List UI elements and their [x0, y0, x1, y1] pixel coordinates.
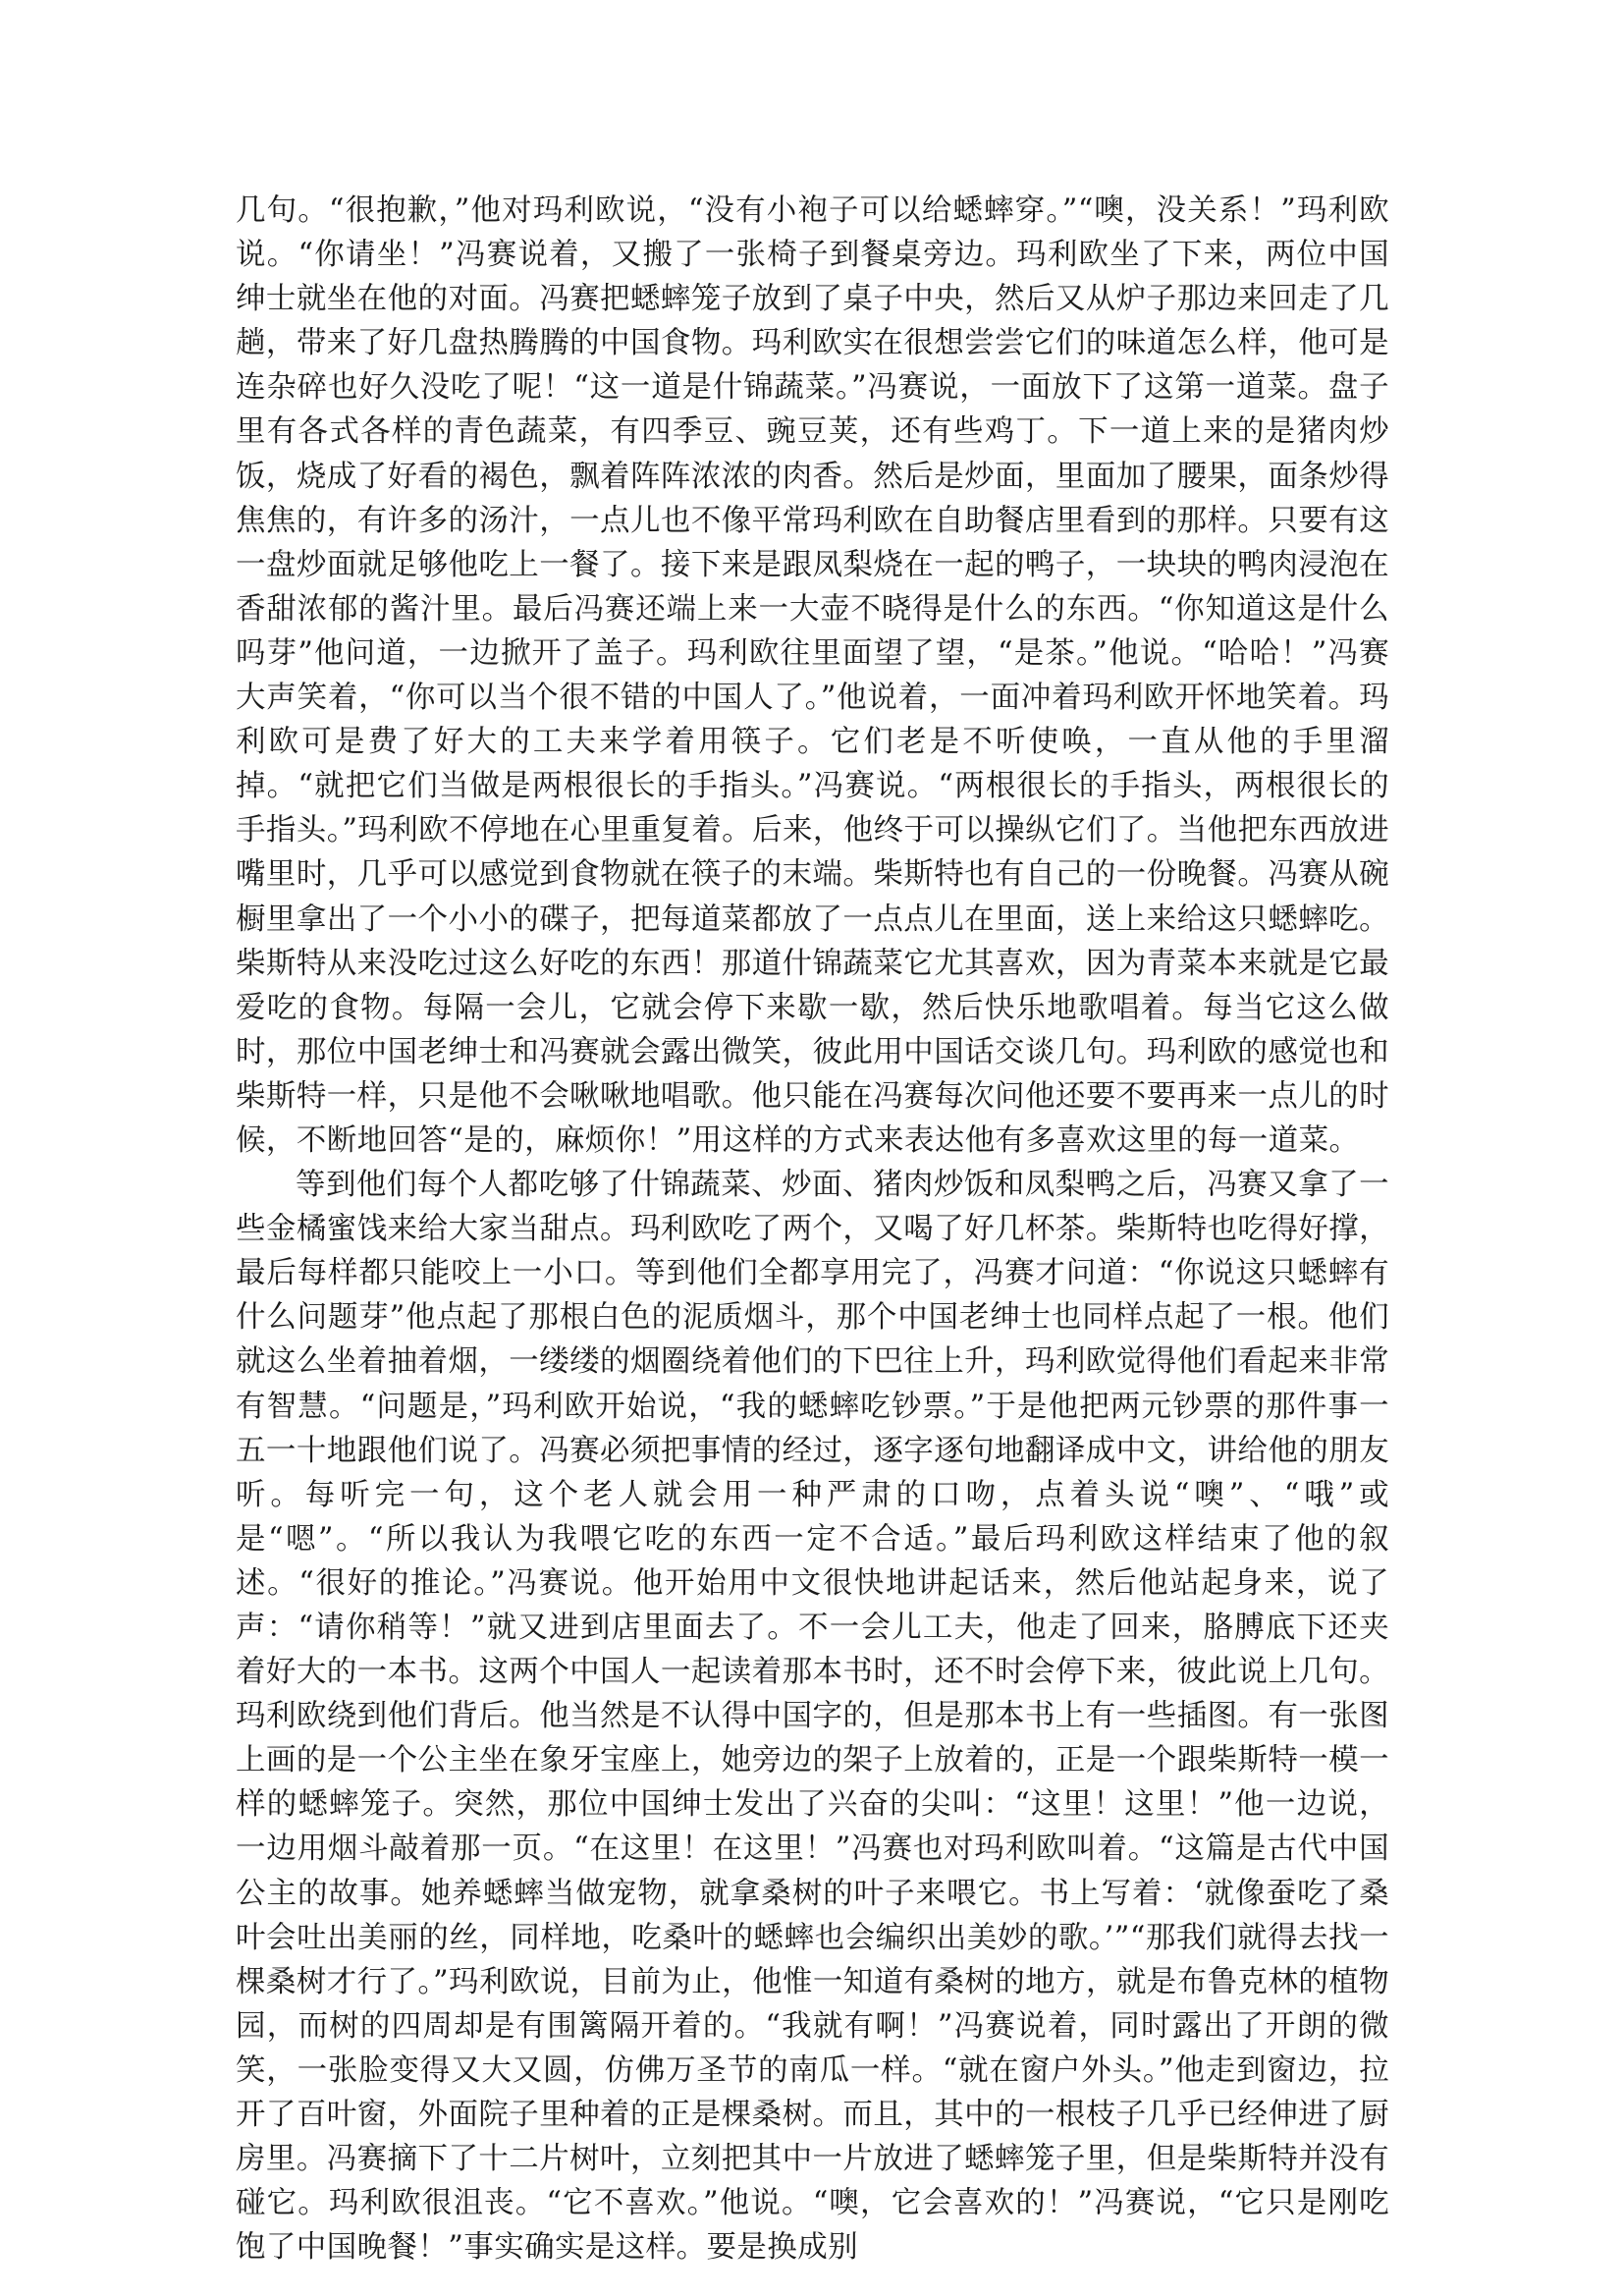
paragraph-dinner-scene: 几句。“很抱歉，”他对玛利欧说，“没有小袍子可以给蟋蟀穿。”“噢，没关系！”玛利欧说。“你请坐！”冯赛说着，又搬了一张椅子到餐桌旁边。玛利欧坐了下来，两位中国绅士就坐在他的对面。冯赛把蟋蟀笼子放到了桌子中央，然后又从炉子那边来回走了几趟，带来了好几盘热腾腾的中国食物。玛利欧实在很想尝尝它们的味道怎么样，他可是连杂碎也好久没吃了呢！“这一道是什锦蔬菜。”冯赛说，一面放下了这第一道菜。盘子里有各式各样的青色蔬菜，有四季豆、豌豆荚，还有些鸡丁。下一道上来的是猪肉炒饭，烧成了好看的褐色，飘着阵阵浓浓的肉香。然后是炒面，里面加了腰果，面条炒得焦焦的，有许多的汤汁，一点儿也不像平常玛利欧在自助餐店里看到的那样。只要有这一盘炒面就足够他吃上一餐了。接下来是跟凤梨烧在一起的鸭子，一块块的鸭肉浸泡在香甜浓郁的酱汁里。最后冯赛还端上来一大壶不晓得是什么的东西。“你知道这是什么吗芽”他问道，一边掀开了盖子。玛利欧往里面望了望，“是茶。”他说。“哈哈！”冯赛大声笑着，“你可以当个很不错的中国人了。”他说着，一面冲着玛利欧开怀地笑着。玛利欧可是费了好大的工夫来学着用筷子。它们老是不听使唤，一直从他的手里溜掉。“就把它们当做是两根很长的手指头。”冯赛说。“两根很长的手指头，两根很长的手指头。”玛利欧不停地在心里重复着。后来，他终于可以操纵它们了。当他把东西放进嘴里时，几乎可以感觉到食物就在筷子的末端。柴斯特也有自己的一份晚餐。冯赛从碗橱里拿出了一个小小的碟子，把每道菜都放了一点点儿在里面，送上来给这只蟋蟀吃。柴斯特从来没吃过这么好吃的东西！那道什锦蔬菜它尤其喜欢，因为青菜本来就是它最爱吃的食物。每隔一会儿，它就会停下来歇一歇，然后快乐地歌唱着。每当它这么做时，那位中国老绅士和冯赛就会露出微笑，彼此用中国话交谈几句。玛利欧的感觉也和柴斯特一样，只是他不会啾啾地唱歌。他只能在冯赛每次问他还要不要再来一点儿的时候，不断地回答“是的，麻烦你！”用这样的方式来表达他有多喜欢这里的每一道菜。 [236, 193, 1389, 1158]
story-text-body [236, 189, 1389, 2269]
paragraph-mulberry-discovery: 等到他们每个人都吃够了什锦蔬菜、炒面、猪肉炒饭和凤梨鸭之后，冯赛又拿了一些金橘蜜饯来给大家当甜点。玛利欧吃了两个，又喝了好几杯茶。柴斯特也吃得好撑，最后每样都只能咬上一小口。等到他们全都享用完了，冯赛才问道：“你说这只蟋蟀有什么问题芽”他点起了那根白色的泥质烟斗，那个中国老绅士也同样点起了一根。他们就这么坐着抽着烟，一缕缕的烟圈绕着他们的下巴往上升，玛利欧觉得他们看起来非常有智慧。“问题是，”玛利欧开始说，“我的蟋蟀吃钞票。”于是他把两元钞票的那件事一五一十地跟他们说了。冯赛必须把事情的经过，逐字逐句地翻译成中文，讲给他的朋友听。每听完一句，这个老人就会用一种严肃的口吻，点着头说“噢”、“哦”或是“嗯”。“所以我认为我喂它吃的东西一定不合适。”最后玛利欧这样结束了他的叙述。“很好的推论。”冯赛说。他开始用中文很快地讲起话来，然后他站起身来，说了声：“请你稍等！”就又进到店里面去了。不一会儿工夫，他走了回来，胳膊底下还夹着好大的一本书。这两个中国人一起读着那本书时，还不时会停下来，彼此说上几句。玛利欧绕到他们背后。他当然是不认得中国字的，但是那本书上有一些插图。有一张图上画的是一个公主坐在象牙宝座上，她旁边的架子上放着的，正是一个跟柴斯特一模一样的蟋蟀笼子。突然，那位中国绅士发出了兴奋的尖叫：“这里！这里！”他一边说，一边用烟斗敲着那一页。“在这里！在这里！”冯赛也对玛利欧叫着。“这篇是古代中国公主的故事。她养蟋蟀当做宠物，就拿桑树的叶子来喂它。书上写着：‘就像蚕吃了桑叶会吐出美丽的丝，同样地，吃桑叶的蟋蟀也会编织出美妙的歌。’”“那我们就得去找一棵桑树才行了。”玛利欧说，目前为止，他惟一知道有桑树的地方，就是布鲁克林的植物园，而树的四周却是有围篱隔开着的。“我就有啊！”冯赛说着，同时露出了开朗的微笑，一张脸变得又大又圆，仿佛万圣节的南瓜一样。“就在窗户外头。”他走到窗边，拉开了百叶窗，外面院子里种着的正是棵桑树。而且，其中的一根枝子几乎已经伸进了厨房里。冯赛摘下了十二片树叶，立刻把其中一片放进了蟋蟀笼子里，但是柴斯特并没有碰它。玛利欧很沮丧。“它不喜欢。”他说。“噢，它会喜欢的！”冯赛说，“它只是刚吃饱了中国晚餐！”事实确实是这样。要是换成别 [236, 1168, 1389, 2266]
